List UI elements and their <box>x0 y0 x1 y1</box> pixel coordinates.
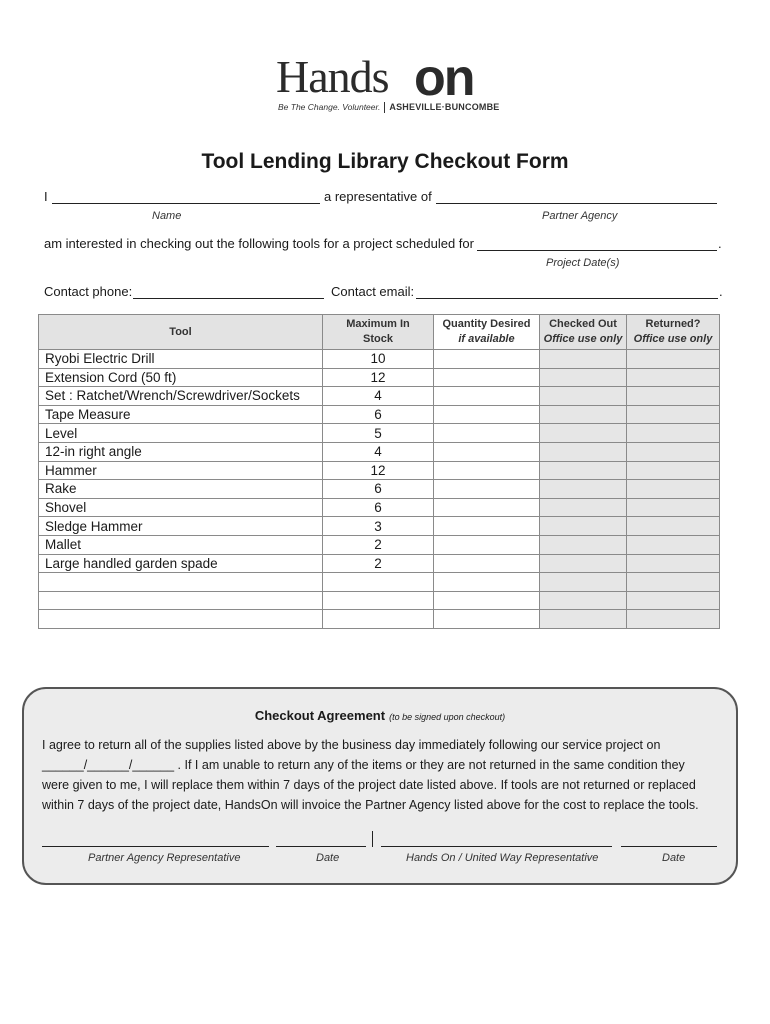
quantity-desired-cell[interactable] <box>434 405 540 424</box>
form-title: Tool Lending Library Checkout Form <box>201 150 569 173</box>
returned-cell[interactable] <box>627 424 720 443</box>
interested-text: am interested in checking out the following tools for a project scheduled for <box>44 236 474 251</box>
checked-out-cell[interactable] <box>540 535 627 554</box>
quantity-desired-cell[interactable] <box>434 554 540 573</box>
returned-cell[interactable] <box>627 405 720 424</box>
interested-period: . <box>718 236 722 251</box>
header-quantity-line1: Quantity Desired <box>442 318 531 330</box>
quantity-desired-cell[interactable] <box>434 591 540 610</box>
handson-logo <box>276 49 500 122</box>
header-returned-line1: Returned? <box>645 318 701 330</box>
checked-out-cell[interactable] <box>540 461 627 480</box>
quantity-desired-cell[interactable] <box>434 535 540 554</box>
quantity-desired-cell[interactable] <box>434 517 540 536</box>
intro-lead: I <box>44 189 48 204</box>
tool-name: Sledge Hammer <box>39 517 323 536</box>
returned-cell[interactable] <box>627 442 720 461</box>
checked-out-cell[interactable] <box>540 610 627 629</box>
max-stock: 5 <box>323 424 434 443</box>
logo-tagline-text: Be The Change. Volunteer. <box>278 102 381 112</box>
partner-date-caption: Date <box>316 852 340 864</box>
max-stock: 10 <box>323 350 434 369</box>
name-field[interactable] <box>52 203 320 204</box>
table-row <box>39 480 720 499</box>
checked-out-cell[interactable] <box>540 405 627 424</box>
agreement-note: (to be signed upon checkout) <box>389 712 506 722</box>
contact-email-field[interactable] <box>416 298 718 299</box>
table-row <box>39 591 720 610</box>
table-row <box>39 573 720 592</box>
table-row <box>39 554 720 573</box>
returned-cell[interactable] <box>627 461 720 480</box>
agreement-line-1: I agree to return all of the supplies listed above by the business day immediately following our service project on <box>42 738 661 752</box>
contact-phone-field[interactable] <box>133 298 324 299</box>
checked-out-cell[interactable] <box>540 442 627 461</box>
table-row <box>39 498 720 517</box>
returned-cell[interactable] <box>627 350 720 369</box>
header-returned-line2: Office use only <box>633 333 713 345</box>
tool-name: 12-in right angle <box>39 442 323 461</box>
table-row <box>39 442 720 461</box>
tool-name: Tape Measure <box>39 405 323 424</box>
max-stock: 4 <box>323 442 434 461</box>
max-stock[interactable] <box>323 573 434 592</box>
max-stock: 4 <box>323 387 434 406</box>
checked-out-cell[interactable] <box>540 591 627 610</box>
quantity-desired-cell[interactable] <box>434 442 540 461</box>
partner-agency-caption: Partner Agency <box>542 210 618 222</box>
quantity-desired-cell[interactable] <box>434 461 540 480</box>
max-stock[interactable] <box>323 591 434 610</box>
agreement-line-3: were given to me, I will replace them within 7 days of the project date listed above. If tools are not returned or replaced <box>42 778 696 792</box>
returned-cell[interactable] <box>627 480 720 499</box>
tool-name: Extension Cord (50 ft) <box>39 368 323 387</box>
tool-name: Mallet <box>39 535 323 554</box>
tool-name: Ryobi Electric Drill <box>39 350 323 369</box>
table-row <box>39 517 720 536</box>
max-stock: 12 <box>323 368 434 387</box>
quantity-desired-cell[interactable] <box>434 387 540 406</box>
logo-city: ASHEVILLE·BUNCOMBE <box>389 102 500 112</box>
partner-date-line[interactable] <box>276 846 366 847</box>
partner-signature-caption: Partner Agency Representative <box>88 852 241 864</box>
returned-cell[interactable] <box>627 517 720 536</box>
logo-on-mark: on <box>414 49 474 107</box>
returned-cell[interactable] <box>627 387 720 406</box>
header-max-stock-line2: Stock <box>363 333 393 345</box>
representative-of-label: a representative of <box>324 189 432 204</box>
tool-name: Rake <box>39 480 323 499</box>
checked-out-cell[interactable] <box>540 498 627 517</box>
tool-name: Hammer <box>39 461 323 480</box>
table-row <box>39 424 720 443</box>
returned-cell[interactable] <box>627 573 720 592</box>
logo-wordmark: Hands <box>276 51 389 102</box>
checked-out-cell[interactable] <box>540 517 627 536</box>
signature-divider <box>372 831 373 847</box>
name-caption: Name <box>152 210 182 222</box>
quantity-desired-cell[interactable] <box>434 573 540 592</box>
partner-agency-field[interactable] <box>436 203 717 204</box>
checked-out-cell[interactable] <box>540 573 627 592</box>
max-stock[interactable] <box>323 610 434 629</box>
table-row <box>39 405 720 424</box>
agreement-heading <box>24 707 736 725</box>
returned-cell[interactable] <box>627 591 720 610</box>
max-stock: 2 <box>323 554 434 573</box>
table-row <box>39 610 720 629</box>
header-max-stock <box>323 315 434 350</box>
project-date-field[interactable] <box>477 250 717 251</box>
handson-date-line[interactable] <box>621 846 717 847</box>
checkout-agreement-box <box>22 687 738 885</box>
max-stock: 6 <box>323 498 434 517</box>
project-date-caption: Project Date(s) <box>546 257 620 269</box>
table-row <box>39 368 720 387</box>
returned-cell[interactable] <box>627 554 720 573</box>
returned-cell[interactable] <box>627 498 720 517</box>
quantity-desired-cell[interactable] <box>434 610 540 629</box>
tool-name[interactable] <box>39 573 323 592</box>
checked-out-cell[interactable] <box>540 350 627 369</box>
header-max-stock-line1: Maximum In <box>346 318 410 330</box>
tool-table <box>38 314 720 629</box>
contact-phone-label: Contact phone: <box>44 284 133 299</box>
handson-signature-line[interactable] <box>381 846 612 847</box>
checked-out-cell[interactable] <box>540 424 627 443</box>
table-row <box>39 461 720 480</box>
tool-name: Set : Ratchet/Wrench/Screwdriver/Sockets <box>39 387 323 406</box>
max-stock: 12 <box>323 461 434 480</box>
header-checked-out <box>540 315 627 350</box>
agreement-line-2: ______/______/______ . If I am unable to return any of the items or they are not returned in the same condition they <box>42 758 685 772</box>
partner-signature-line[interactable] <box>42 846 269 847</box>
table-row <box>39 350 720 369</box>
tool-name: Shovel <box>39 498 323 517</box>
checked-out-cell[interactable] <box>540 387 627 406</box>
quantity-desired-cell[interactable] <box>434 424 540 443</box>
contact-email-period: . <box>719 284 723 299</box>
max-stock: 3 <box>323 517 434 536</box>
tool-name: Large handled garden spade <box>39 554 323 573</box>
header-quantity-line2: if available <box>458 333 515 345</box>
max-stock: 6 <box>323 405 434 424</box>
handson-date-caption: Date <box>662 852 686 864</box>
max-stock: 2 <box>323 535 434 554</box>
quantity-desired-cell[interactable] <box>434 368 540 387</box>
returned-cell[interactable] <box>627 535 720 554</box>
table-row <box>39 387 720 406</box>
returned-cell[interactable] <box>627 368 720 387</box>
max-stock: 6 <box>323 480 434 499</box>
tool-name: Level <box>39 424 323 443</box>
table-header-row <box>39 315 720 350</box>
agreement-line-4: within 7 days of the project date, HandsOn will invoice the Partner Agency listed above for the cost to replace the tools. <box>42 798 699 812</box>
checked-out-cell[interactable] <box>540 554 627 573</box>
header-tool: Tool <box>39 315 323 350</box>
logo-tagline <box>278 102 500 113</box>
quantity-desired-cell[interactable] <box>434 480 540 499</box>
tool-name[interactable] <box>39 610 323 629</box>
header-quantity-desired <box>434 315 540 350</box>
logo-separator <box>384 102 385 113</box>
tool-name[interactable] <box>39 591 323 610</box>
quantity-desired-cell[interactable] <box>434 350 540 369</box>
checked-out-cell[interactable] <box>540 368 627 387</box>
header-checked-out-line1: Checked Out <box>549 318 617 330</box>
table-row <box>39 535 720 554</box>
checked-out-cell[interactable] <box>540 480 627 499</box>
returned-cell[interactable] <box>627 610 720 629</box>
handson-signature-caption: Hands On / United Way Representative <box>406 852 599 864</box>
agreement-title: Checkout Agreement <box>254 708 386 723</box>
contact-email-label: Contact email: <box>331 284 415 299</box>
header-returned <box>627 315 720 350</box>
quantity-desired-cell[interactable] <box>434 498 540 517</box>
header-checked-out-line2: Office use only <box>543 333 623 345</box>
